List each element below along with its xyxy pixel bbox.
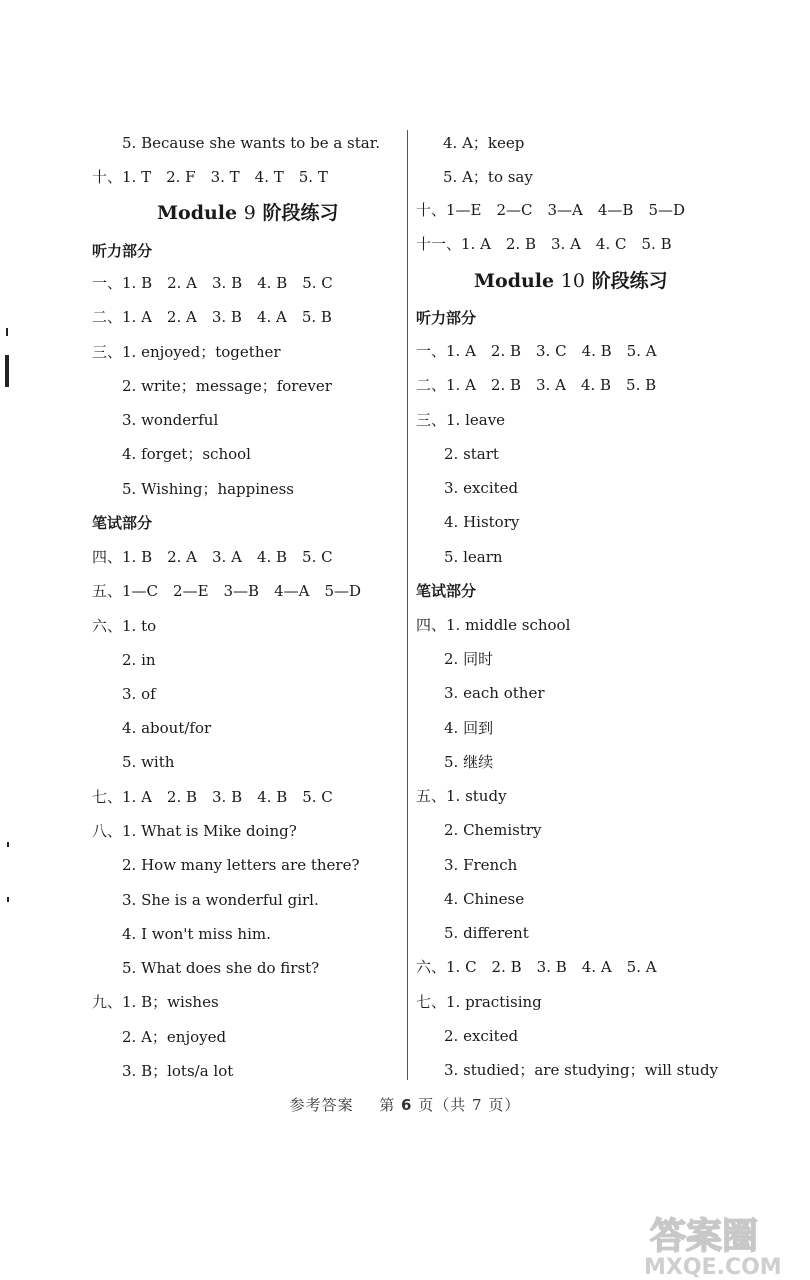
answer-line: 六、1. C 2. B 3. B 4. A 5. A [416, 958, 657, 976]
scan-artifact [7, 842, 9, 847]
answer-line: 五、1—C 2—E 3—B 4—A 5—D [92, 582, 362, 600]
answer-line: 八、1. What is Mike doing? [92, 822, 297, 840]
answer-line: 2. in [122, 651, 156, 669]
answer-line: 3. B；lots/a lot [122, 1062, 234, 1080]
answer-line: 4. Chinese [444, 890, 525, 908]
answer-line: 2. excited [444, 1027, 519, 1045]
answer-line: 3. wonderful [122, 411, 219, 429]
answer-line: 十、1. T 2. F 3. T 4. T 5. T [92, 168, 328, 186]
answer-line: 五、1. study [416, 787, 507, 805]
site-watermark-logo [630, 1208, 810, 1280]
answer-line: 十、1—E 2—C 3—A 4—B 5—D [416, 201, 686, 219]
answer-line: 5. with [122, 753, 175, 771]
scan-artifact [5, 355, 9, 387]
answer-line: 2. Chemistry [444, 821, 542, 839]
answer-line: 3. French [444, 856, 518, 874]
page-footer: 参考答案 第 6 页（共 7 页） [289, 1096, 521, 1114]
column-divider [407, 130, 408, 1080]
answer-line: 四、1. B 2. A 3. A 4. B 5. C [92, 548, 333, 566]
written-section-title: 笔试部分 [92, 514, 153, 532]
module-10-heading: Module 10 阶段练习 [474, 270, 668, 292]
total-pages: 7 [472, 1096, 483, 1114]
watermark-title: 答案圈 [650, 1216, 759, 1257]
answer-line: 十一、1. A 2. B 3. A 4. C 5. B [416, 235, 672, 253]
answer-line: 3. excited [444, 479, 519, 497]
answer-line: 三、1. leave [416, 411, 506, 429]
answer-line: 4. forget；school [122, 445, 251, 463]
answer-line: 四、1. middle school [416, 616, 571, 634]
answer-line: 5. Because she wants to be a star. [122, 134, 381, 152]
answer-line: 4. I won't miss him. [122, 925, 271, 943]
answer-line: 二、1. A 2. B 3. A 4. B 5. B [416, 376, 657, 394]
page-number: 6 [401, 1096, 413, 1114]
answer-line: 七、1. practising [416, 993, 542, 1011]
answer-line: 5. What does she do first? [122, 959, 320, 977]
answer-line: 3. each other [444, 684, 545, 702]
listening-section-title: 听力部分 [92, 242, 153, 260]
answer-line: 4. about/for [122, 719, 212, 737]
answer-line: 3. of [122, 685, 156, 703]
answer-line: 七、1. A 2. B 3. B 4. B 5. C [92, 788, 333, 806]
scan-artifact [6, 328, 8, 336]
answer-line: 2. write；message；forever [122, 377, 332, 395]
footer-label: 参考答案 [289, 1096, 354, 1114]
answer-line: 九、1. B；wishes [92, 993, 219, 1011]
listening-section-title: 听力部分 [416, 309, 477, 327]
answer-line: 2. How many letters are there? [122, 856, 360, 874]
answer-line: 六、1. to [92, 617, 157, 635]
answer-line: 4. 回到 [444, 719, 494, 737]
answer-line: 5. Wishing；happiness [122, 480, 294, 498]
answer-line: 三、1. enjoyed；together [92, 343, 281, 361]
answer-line: 2. start [444, 445, 499, 463]
answer-line: 3. She is a wonderful girl. [122, 891, 319, 909]
module-9-heading: Module 9 阶段练习 [157, 202, 339, 224]
answer-line: 2. A；enjoyed [122, 1028, 227, 1046]
answer-line: 5. A；to say [443, 168, 533, 186]
answer-line: 5. different [444, 924, 529, 942]
answer-line: 4. History [444, 513, 520, 531]
answer-line: 一、1. A 2. B 3. C 4. B 5. A [416, 342, 657, 360]
watermark-url: MXQE.COM [644, 1255, 782, 1280]
answer-line: 5. learn [444, 548, 503, 566]
written-section-title: 笔试部分 [416, 582, 477, 600]
answer-line: 二、1. A 2. A 3. B 4. A 5. B [92, 308, 332, 326]
answer-line: 3. studied；are studying；will study [444, 1061, 719, 1079]
answer-line: 2. 同时 [444, 650, 494, 668]
answer-line: 5. 继续 [444, 753, 494, 771]
answer-line: 一、1. B 2. A 3. B 4. B 5. C [92, 274, 333, 292]
scan-artifact [7, 897, 9, 902]
answer-line: 4. A；keep [443, 134, 525, 152]
